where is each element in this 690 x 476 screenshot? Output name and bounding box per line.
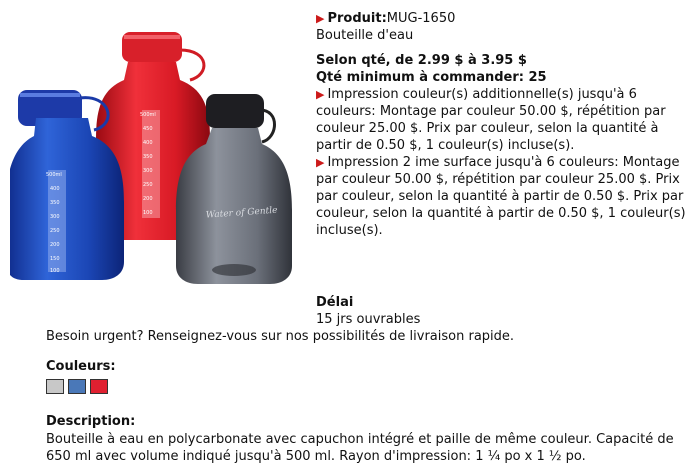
option-item	[316, 154, 686, 239]
minimum-quantity: Qté minimum à commander: 25	[316, 70, 547, 85]
svg-text:100: 100	[143, 210, 153, 216]
product-image	[10, 20, 310, 290]
svg-text:500ml: 500ml	[46, 172, 62, 178]
svg-text:300: 300	[50, 214, 60, 220]
product-label: Produit:	[327, 11, 387, 26]
delay-value: 15 jrs ouvrables	[316, 312, 421, 327]
svg-text:350: 350	[143, 154, 153, 160]
svg-text:150: 150	[50, 256, 60, 262]
svg-text:200: 200	[143, 196, 153, 202]
svg-text:250: 250	[143, 182, 153, 188]
colors-title: Couleurs:	[46, 359, 116, 374]
svg-text:400: 400	[143, 140, 153, 146]
svg-text:100: 100	[50, 268, 60, 274]
product-info	[316, 10, 686, 239]
delay-section	[316, 294, 420, 328]
svg-text:250: 250	[50, 228, 60, 234]
svg-text:350: 350	[50, 200, 60, 206]
product-name: Bouteille d'eau	[316, 28, 414, 43]
option-item	[316, 86, 686, 154]
svg-text:Water of Gentle: Water of Gentle	[205, 205, 278, 221]
description-text: Bouteille à eau en polycarbonate avec capuchon intégré et paille de même couleur. Capacité de 650 ml avec volume indiqué jusqu'à 500 ml. Rayon d'impression: 1 ¼ po x 1 ½ po.	[46, 432, 674, 464]
description-title: Description:	[46, 414, 136, 429]
svg-text:300: 300	[143, 168, 153, 174]
svg-text:500ml: 500ml	[140, 112, 156, 118]
blue-bottle	[10, 90, 124, 280]
price-range: Selon qté, de 2.99 $ à 3.95 $	[316, 53, 527, 68]
bullet-arrow-icon: ▶	[316, 156, 325, 169]
svg-text:450: 450	[143, 126, 153, 132]
option-text: Impression couleur(s) additionnelle(s) jusqu'à 6 couleurs: Montage par couleur 50.00 $, répétition par couleur 25.00 $. Prix par couleur, selon la quantité à partir de 0.50 $, 1 couleur(s) incluse(s).	[316, 87, 666, 153]
bullet-arrow-icon: ▶	[316, 88, 325, 101]
delay-title: Délai	[316, 295, 354, 310]
bullet-arrow-icon: ▶	[316, 12, 325, 25]
product-code: MUG-1650	[386, 11, 456, 26]
color-swatch-grey[interactable]	[46, 379, 64, 394]
urgent-notice: Besoin urgent? Renseignez-vous sur nos possibilités de livraison rapide.	[46, 329, 515, 344]
svg-text:200: 200	[50, 242, 60, 248]
svg-text:400: 400	[50, 186, 60, 192]
product-code-line	[316, 10, 686, 27]
color-swatch-red[interactable]	[90, 379, 108, 394]
color-swatches	[46, 379, 108, 394]
option-text: Impression 2 ime surface jusqu'à 6 couleurs: Montage par couleur 50.00 $, répétition par couleur 25.00 $. Prix par couleur, selon la quantité à partir de 0.50 $. Prix par couleur, selon la quantité à partir de 0.50 $, 1 couleur(s) incluse(s).	[316, 155, 686, 238]
color-swatch-blue[interactable]	[68, 379, 86, 394]
